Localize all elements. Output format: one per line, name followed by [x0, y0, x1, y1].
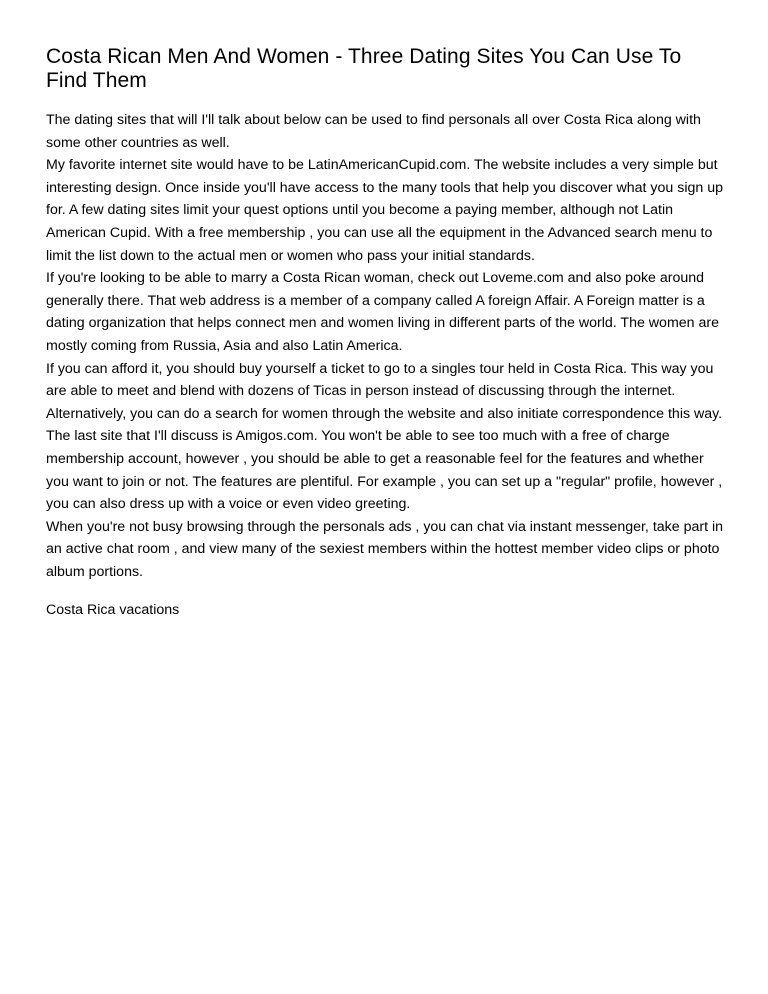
page-title: Costa Rican Men And Women - Three Dating Sites You Can Use To Find Them: [46, 45, 682, 92]
paragraph-7: When you're not busy browsing through the personals ads , you can chat via instant messenger, take part in an active chat room , and view many of the sexiest members within the hottest member video clips or photo album portions.: [46, 518, 724, 580]
costa-rica-vacations-link[interactable]: Costa Rica vacations: [46, 602, 180, 619]
paragraph-6: The last site that I'll discuss is Amigos.com. You won't be able to see too much with a free of charge membership account, however , you should be able to get a reasonable feel for the features and whether you want to join or not. The features are plentiful. For example , you can set up a "regular" profile, however , you can also dress up with a voice or even video greeting.: [46, 428, 723, 513]
paragraph-4: If you can afford it, you should buy yourself a ticket to go to a singles tour held in Costa Rica. This way you are able to meet and blend with dozens of Ticas in person instead of discussing through the internet.: [46, 360, 714, 400]
paragraph-5: Alternatively, you can do a search for women through the website and also initiate correspondence this way.: [46, 405, 723, 422]
article-body: [46, 109, 726, 583]
paragraph-3: If you're looking to be able to marry a Costa Rican woman, check out Loveme.com and also poke around generally there. That web address is a member of a company called A foreign Affair. A Foreign matter is a dating organization that helps connect men and women living in different parts of the world. The women are mostly coming from Russia, Asia and also Latin America.: [46, 270, 719, 354]
paragraph-2: My favorite internet site would have to be LatinAmericanCupid.com. The website includes a very simple but interesting design. Once inside you'll have access to the many tools that help you discover what you sign up for. A few dating sites limit your quest options until you become a paying member, although not Latin American Cupid. With a free membership , you can use all the equipment in the Advanced search menu to limit the list down to the actual men or women who pass your initial standards.: [46, 157, 724, 264]
paragraph-1: The dating sites that will I'll talk about below can be used to find personals all over Costa Rica along with some other countries as well.: [46, 112, 701, 151]
document-page: [46, 45, 726, 622]
